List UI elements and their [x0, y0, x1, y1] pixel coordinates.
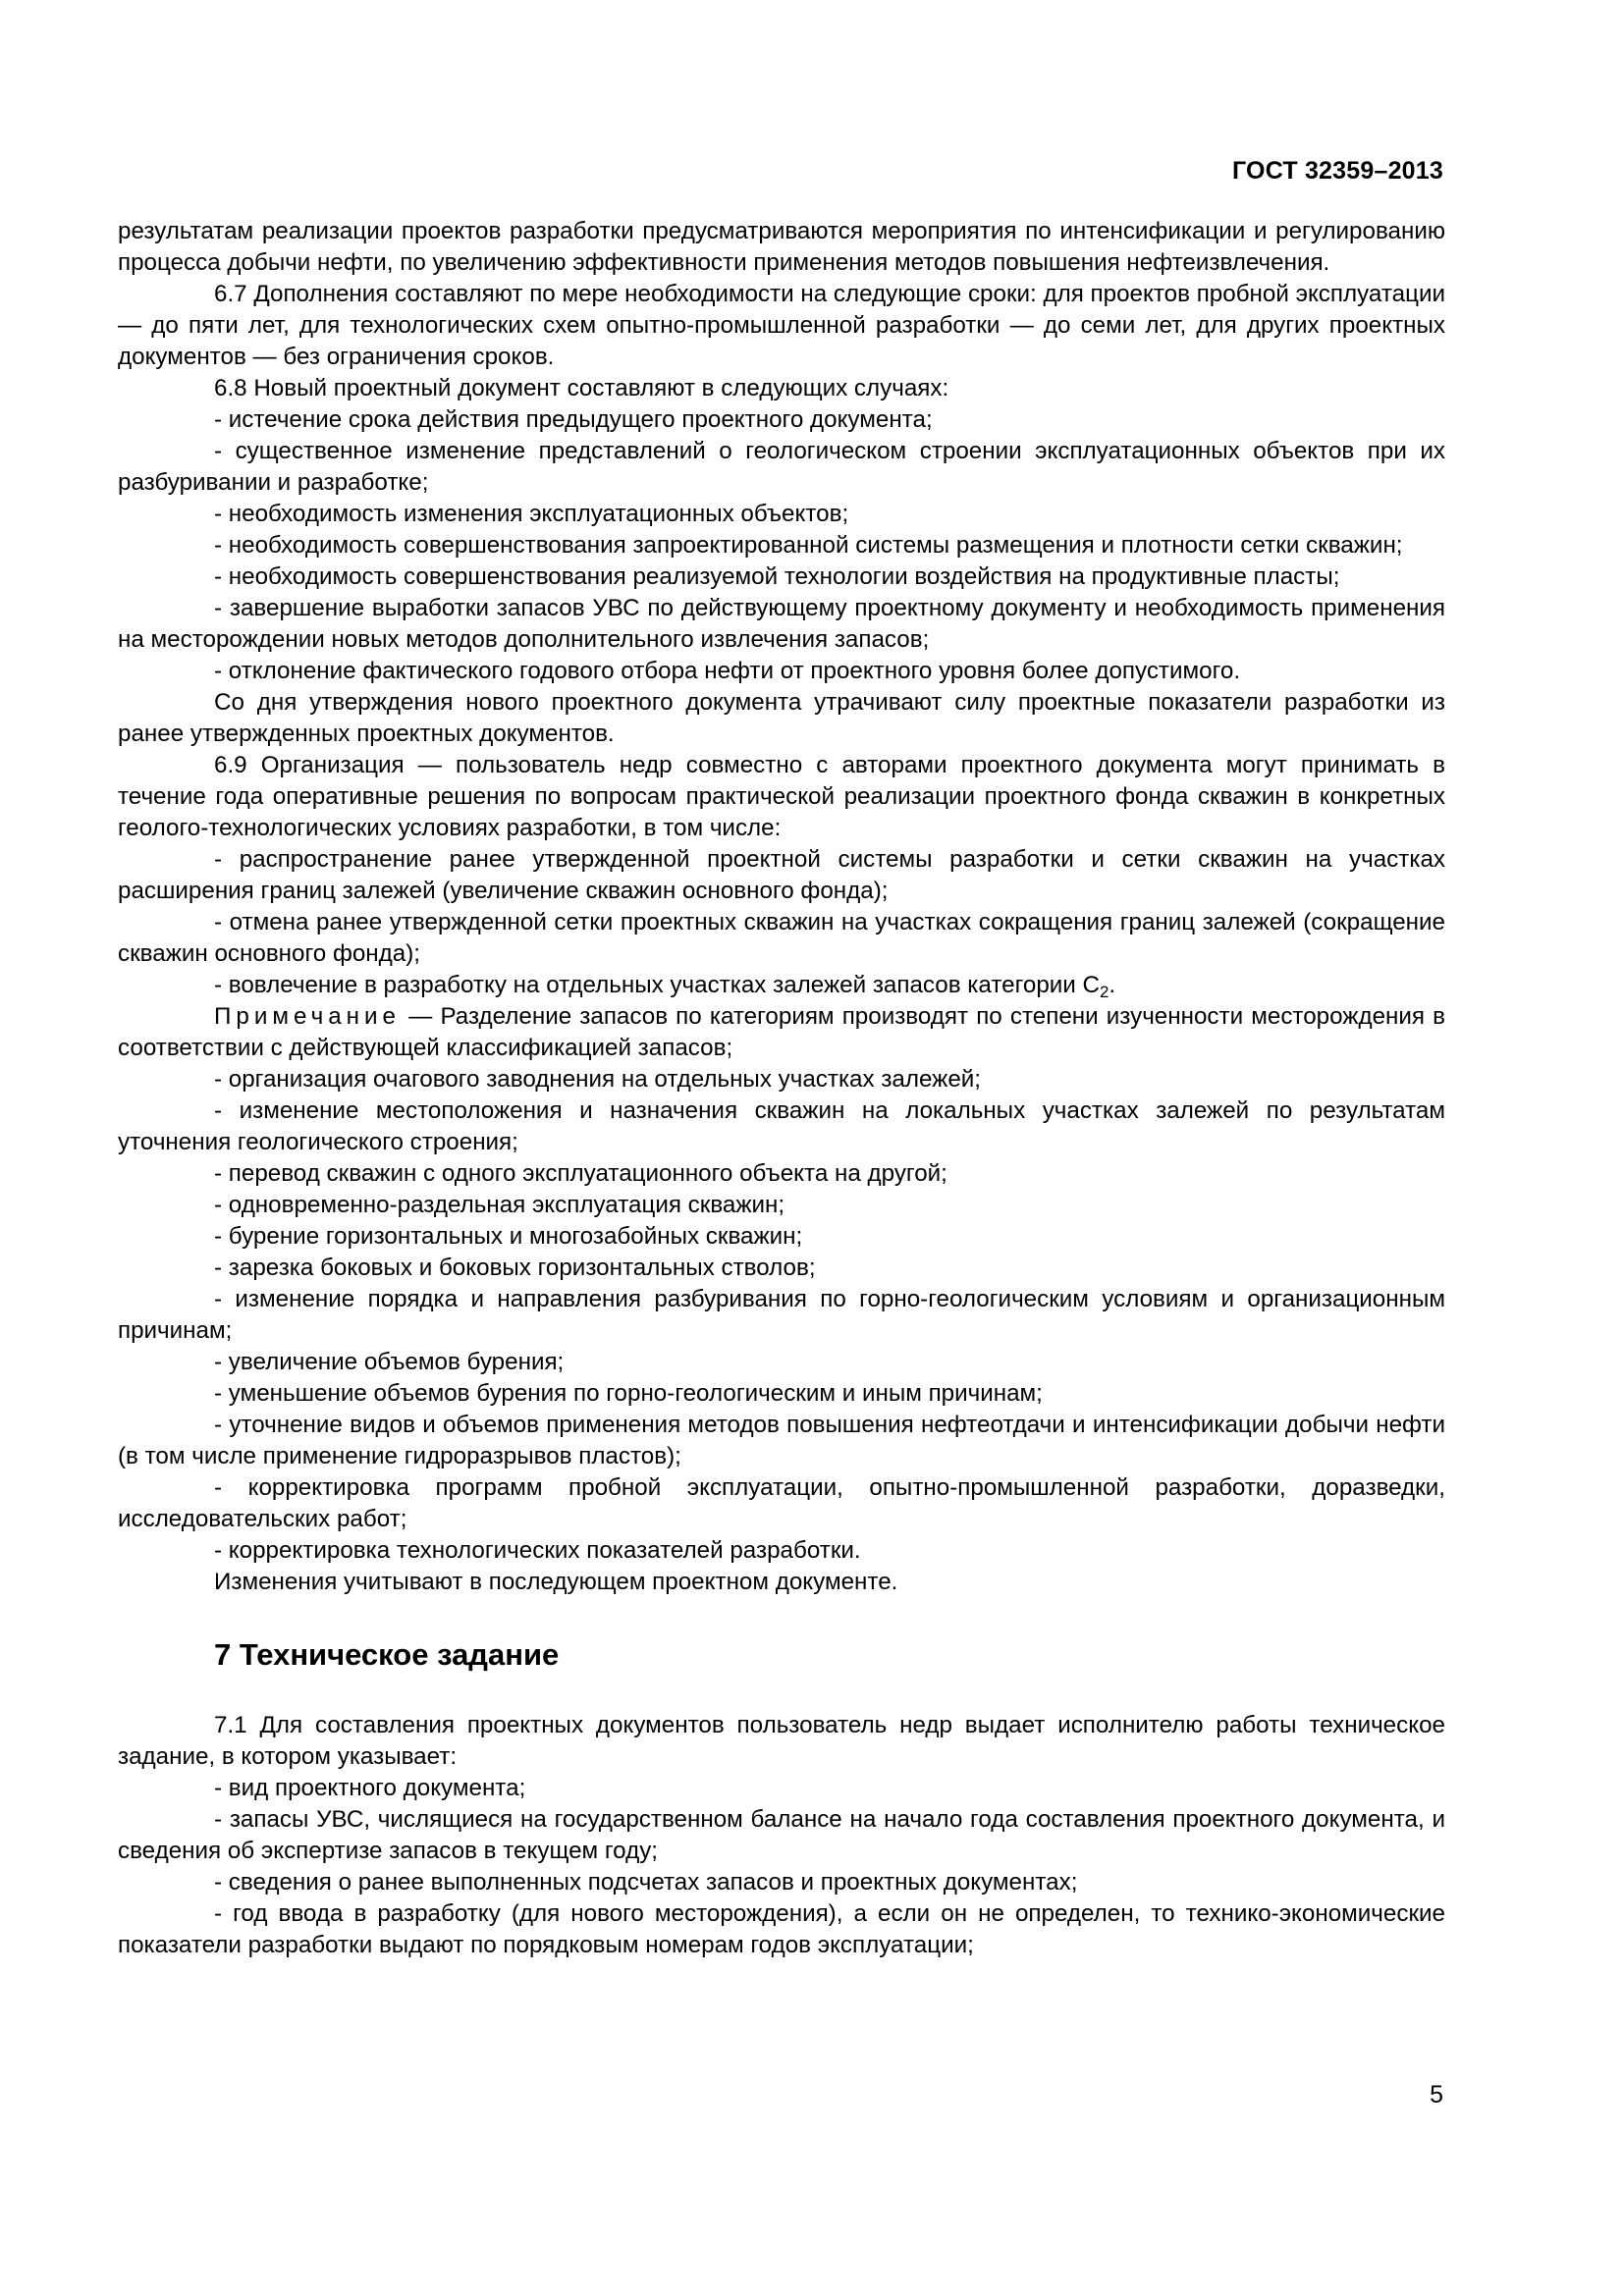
list-item: - истечение срока действия предыдущего проектного документа; [214, 406, 933, 433]
section-title: 7 Техническое задание [214, 1637, 560, 1672]
document-body [118, 216, 1445, 1961]
list-item: - вид проектного документа; [214, 1775, 526, 1801]
list-item: - перевод скважин с одного эксплуатационного объекта на другой; [214, 1160, 947, 1187]
list-item: - необходимость совершенствования запроектированной системы размещения и плотности сетки скважин; [214, 532, 1403, 559]
list-item: - зарезка боковых и боковых горизонтальных стволов; [214, 1255, 816, 1281]
list-item: - уменьшение объемов бурения по горно-геологическим и иным причинам; [214, 1380, 1043, 1407]
paragraph-6-9: 6.9 Организация — пользователь недр совместно с авторами проектного документа могут принимать в течение года оперативные решения по вопросам практической реализации проектного фонда скважин в конкретных геолого-технологических условиях разработки, в том числе: [118, 752, 1445, 841]
list-item: - необходимость изменения эксплуатационных объектов; [214, 501, 849, 527]
list-item: - завершение выработки запасов УВС по действующему проектному документу и необходимость применения на месторождении новых методов дополнительного извлечения запасов; [118, 595, 1445, 653]
paragraph: Изменения учитывают в последующем проектном документе. [214, 1569, 898, 1595]
list-item: - одновременно-раздельная эксплуатация скважин; [214, 1192, 785, 1218]
list-item: - отклонение фактического годового отбора нефти от проектного уровня более допустимого. [214, 658, 1241, 684]
paragraph: результатам реализации проектов разработки предусматриваются мероприятия по интенсификации и регулированию процесса добычи нефти, по увеличению эффективности применения методов повышения нефтеизвлечения. [118, 218, 1445, 276]
page-number: 5 [1430, 2081, 1443, 2109]
list-item: - корректировка программ пробной эксплуатации, опытно-промышленной разработки, доразведки, исследовательских работ; [118, 1474, 1445, 1532]
subscript: 2 [1100, 983, 1109, 1002]
paragraph-7-1: 7.1 Для составления проектных документов пользователь недр выдает исполнителю работы техническое задание, в котором указывает: [118, 1712, 1445, 1770]
list-item: - распространение ранее утвержденной проектной системы разработки и сетки скважин на участках расширения границ залежей (увеличение скважин основного фонда); [118, 846, 1445, 904]
note-label: Примечание [214, 1003, 401, 1030]
note-text: — Разделение запасов по категориям производят по степени изученности месторождения в соответствии с действующей классификацией запасов; [118, 1003, 1445, 1061]
list-item: - корректировка технологических показателей разработки. [214, 1537, 861, 1564]
list-item: - существенное изменение представлений о геологическом строении эксплуатационных объектов при их разбуривании и разработке; [118, 438, 1445, 496]
paragraph-6-7: 6.7 Дополнения составляют по мере необходимости на следующие сроки: для проектов пробной эксплуатации — до пяти лет, для технологических схем опытно-промышленной разработки — до семи лет, для других проектных документов — без ограничения сроков. [118, 281, 1445, 370]
note [118, 1001, 1445, 1064]
list-item-text: - вовлечение в разработку на отдельных участках залежей запасов категории С [214, 972, 1100, 998]
list-item-end: . [1109, 972, 1116, 998]
list-item: - сведения о ранее выполненных подсчетах запасов и проектных документах; [214, 1869, 1078, 1896]
list-item: - уточнение видов и объемов применения методов повышения нефтеотдачи и интенсификации добычи нефти (в том числе применение гидроразрывов пластов); [118, 1412, 1445, 1469]
list-item: - изменение порядка и направления разбуривания по горно-геологическим условиям и организационным причинам; [118, 1286, 1445, 1344]
list-item: - год ввода в разработку (для нового месторождения), а если он не определен, то технико-экономические показатели разработки выдают по порядковым номерам годов эксплуатации; [118, 1900, 1445, 1958]
list-item: - бурение горизонтальных и многозабойных скважин; [214, 1223, 803, 1250]
document-code: ГОСТ 32359–2013 [1232, 157, 1443, 185]
list-item [118, 970, 1445, 1001]
list-item: - отмена ранее утвержденной сетки проектных скважин на участках сокращения границ залежей (сокращение скважин основного фонда); [118, 909, 1445, 967]
list-item: - необходимость совершенствования реализуемой технологии воздействия на продуктивные пласты; [214, 563, 1340, 590]
list-item: - запасы УВС, числящиеся на государственном балансе на начало года составления проектного документа, и сведения об экспертизе запасов в текущем году; [118, 1806, 1445, 1864]
list-item: - организация очагового заводнения на отдельных участках залежей; [214, 1066, 982, 1093]
list-item: - изменение местоположения и назначения скважин на локальных участках залежей по результатам уточнения геологического строения; [118, 1097, 1445, 1155]
paragraph-6-8: 6.8 Новый проектный документ составляют в следующих случаях: [214, 375, 949, 401]
list-item: - увеличение объемов бурения; [214, 1349, 565, 1375]
paragraph: Со дня утверждения нового проектного документа утрачивают силу проектные показатели разработки из ранее утвержденных проектных документов. [118, 689, 1445, 747]
